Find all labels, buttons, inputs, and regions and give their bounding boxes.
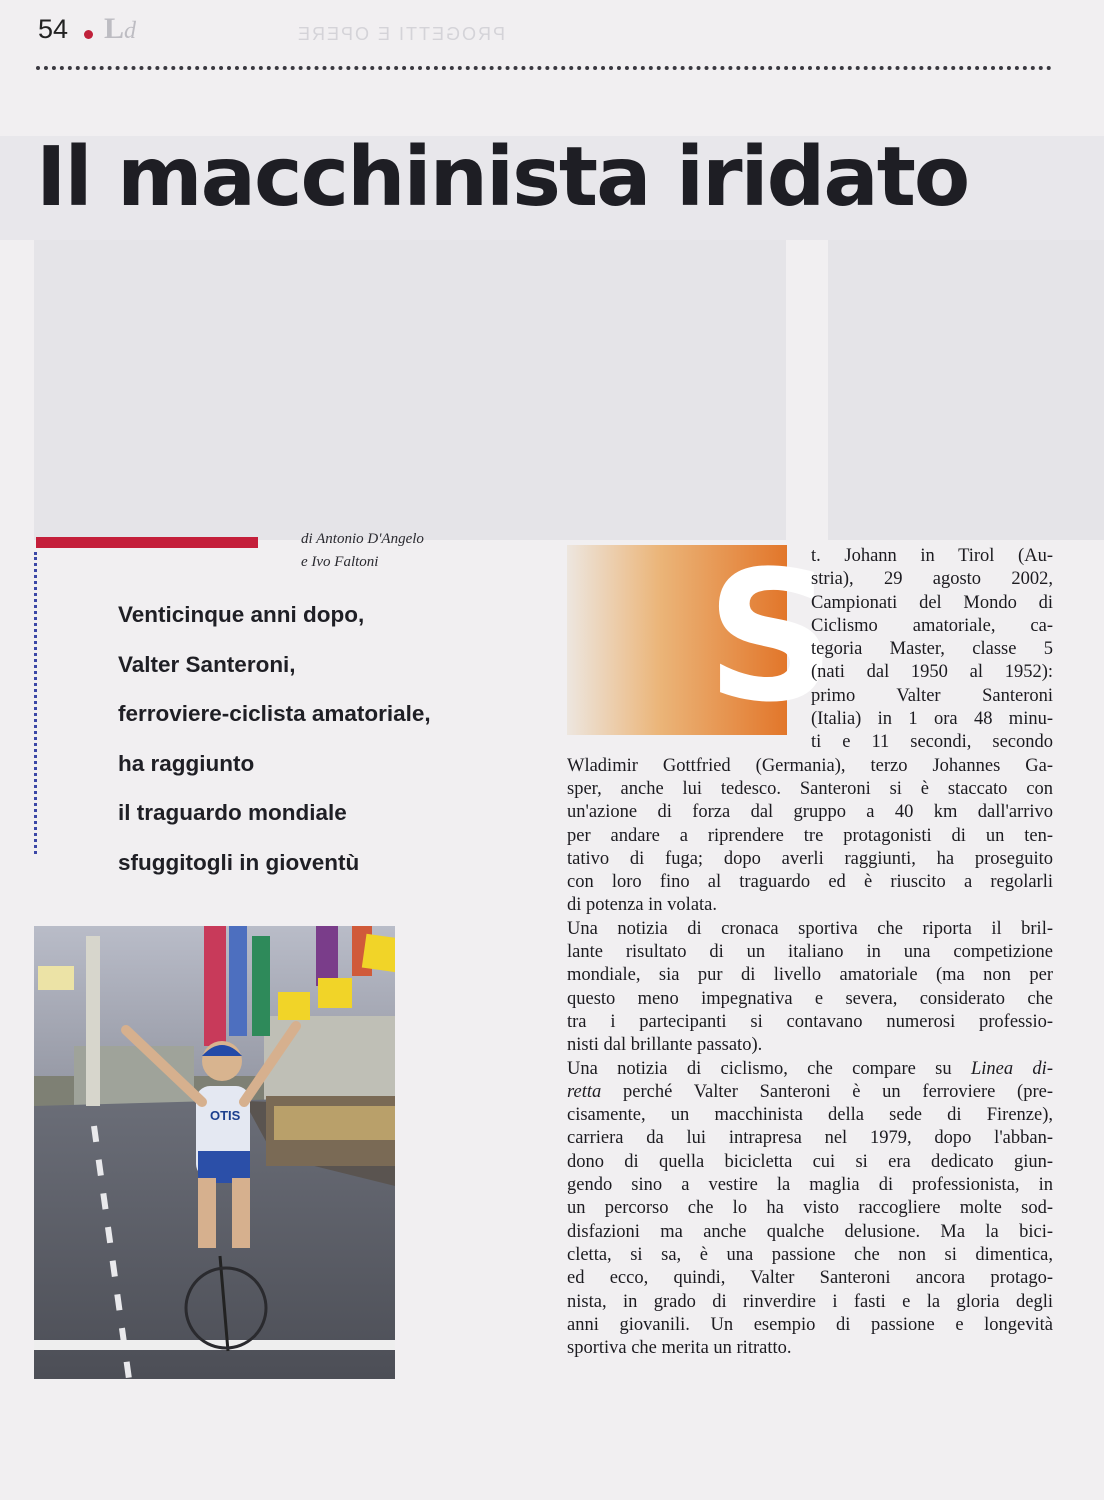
body-line: cisamente, un macchinista della sede di Firenze),: [567, 1105, 1053, 1126]
dropcap-letter: S: [706, 533, 836, 742]
body-line: carriera da lui intrapresa nel 1979, dopo l'abban-: [567, 1128, 1053, 1149]
body-line: un'azione di forza dal gruppo a 40 km dall'arrivo: [567, 802, 1053, 823]
header-dotted-rule: [36, 66, 1052, 70]
subtitle-line: ha raggiunto: [118, 750, 255, 776]
body-line: Una notizia di ciclismo, che compare su Linea di-: [567, 1058, 1053, 1079]
body-line: tegoria Master, classe 5: [811, 639, 1053, 660]
body-line: tra i partecipanti si contavano numerosi professio-: [567, 1011, 1053, 1032]
cyclist-photo: [34, 926, 395, 1379]
body-line: t. Johann in Tirol (Au-: [811, 546, 1053, 566]
body-line: questo meno impegnativa e severa, considerato che: [567, 988, 1053, 1009]
body-line: stria), 29 agosto 2002,: [811, 569, 1053, 590]
article-subtitle: [118, 590, 478, 887]
body-line: (nati dal 1950 al 1952):: [811, 662, 1053, 683]
subtitle-line: Valter Santeroni,: [118, 651, 296, 677]
bleed-through-text: PROGETTI E OPERE: [296, 24, 506, 44]
dotted-vertical-rule: [34, 552, 37, 854]
background-panel-right: [828, 240, 1104, 540]
body-line: ti e 11 secondi, secondo: [811, 732, 1053, 753]
magazine-logo: Ld: [104, 12, 137, 45]
body-line: mondiale, sia pur di livello amatoriale (ma non per: [567, 965, 1053, 986]
body-line: primo Valter Santeroni: [811, 685, 1053, 706]
subtitle-line: sfuggitogli in gioventù: [118, 849, 360, 875]
body-line: un percorso che lo ha visto raccogliere molte sod-: [567, 1198, 1053, 1219]
page-header: [0, 0, 1104, 80]
body-line: Wladimir Gottfried (Germania), terzo Johannes Ga-: [567, 755, 1053, 776]
body-line: di potenza in volata.: [567, 895, 718, 916]
accent-red-rule: [36, 537, 258, 548]
jersey-text: OTIS: [210, 1108, 241, 1123]
subtitle-line: ferroviere-ciclista amatoriale,: [118, 701, 431, 726]
body-line: Ciclismo amatoriale, ca-: [811, 615, 1053, 636]
body-line: Campionati del Mondo di: [811, 592, 1053, 613]
body-line: nista, in grado di rinverdire i fasti e la gloria degli: [567, 1291, 1053, 1312]
body-line: lante risultato di un italiano in una competizione: [567, 942, 1053, 963]
background-panel-left: [34, 240, 786, 540]
bullet-dot-icon: [84, 30, 93, 39]
subtitle-line: il traguardo mondiale: [118, 800, 347, 825]
body-line: ed ecco, quindi, Valter Santeroni ancora protago-: [567, 1268, 1053, 1289]
article-title: Il macchinista iridato: [36, 130, 969, 225]
byline: [301, 528, 424, 574]
body-line: sper, anche lui tedesco. Santeroni si è staccato con: [567, 778, 1053, 799]
article-body: [567, 545, 1053, 1360]
body-line: disfazioni ma anche qualche delusione. Ma la bici-: [567, 1221, 1053, 1242]
body-line: dono di quella bicicletta cui si era dedicato giun-: [567, 1151, 1053, 1172]
body-line: per andare a riprendere tre protagonisti di un ten-: [567, 825, 1053, 846]
body-line: retta perché Valter Santeroni è un ferroviere (pre-: [567, 1081, 1053, 1102]
body-line: anni giovanili. Un esempio di passione e longevità: [567, 1314, 1053, 1335]
body-line: nisti dal brillante passato).: [567, 1035, 763, 1056]
body-line: Una notizia di cronaca sportiva che riporta il bril-: [567, 918, 1053, 939]
subtitle-line: Venticinque anni dopo,: [118, 602, 365, 627]
body-line: cletta, si sa, è una passione che non si dimentica,: [567, 1244, 1053, 1265]
body-line: con loro fino al traguardo ed è riuscito a regolarli: [567, 872, 1053, 893]
byline-line: di Antonio D'Angelo: [301, 531, 424, 547]
body-line: tativo di fuga; dopo averli raggiunti, ha proseguito: [567, 848, 1053, 869]
body-line: (Italia) in 1 ora 48 minu-: [811, 709, 1053, 730]
body-line: sportiva che merita un ritratto.: [567, 1338, 792, 1359]
byline-line: e Ivo Faltoni: [301, 554, 379, 570]
page-number: 54: [38, 14, 69, 44]
body-line: gendo sino a vestire la maglia di professionista, in: [567, 1175, 1053, 1196]
